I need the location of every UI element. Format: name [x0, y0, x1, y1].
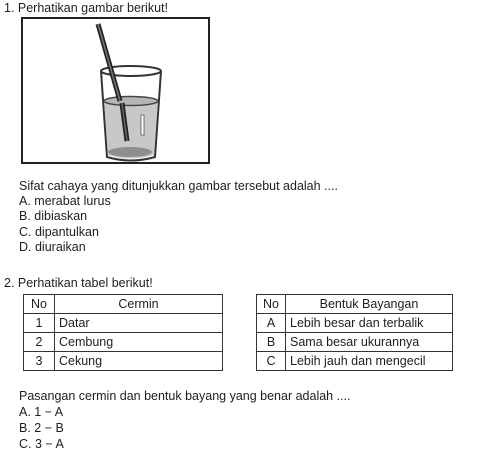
table-cell: 3 — [24, 352, 55, 371]
q2-option-b[interactable]: B. 2 − B — [19, 421, 64, 435]
table-cell: 2 — [24, 333, 55, 352]
table-row — [24, 352, 223, 371]
table-cell: Sama besar ukurannya — [286, 333, 453, 352]
table-cell: Lebih besar dan terbalik — [286, 314, 453, 333]
image-shape-table — [256, 294, 453, 371]
question-1-heading: 1. Perhatikan gambar berikut! — [4, 1, 168, 15]
table-cell: 1 — [24, 314, 55, 333]
table-cell: Cembung — [55, 333, 223, 352]
table-cell: Datar — [55, 314, 223, 333]
q1-option-b[interactable]: B. dibiaskan — [19, 209, 88, 223]
question-2-heading: 2. Perhatikan tabel berikut! — [4, 276, 153, 290]
table-cell: Lebih jauh dan mengecil — [286, 352, 453, 371]
table-row — [257, 352, 453, 371]
table-row — [257, 314, 453, 333]
q1-option-d[interactable]: D. diuraikan — [19, 240, 86, 254]
table-cell: A — [257, 314, 286, 333]
table-row — [24, 333, 223, 352]
table-cell: C — [257, 352, 286, 371]
q1-option-a[interactable]: A. merabat lurus — [19, 194, 111, 208]
table-cell: B — [257, 333, 286, 352]
question-2-text: Pasangan cermin dan bentuk bayang yang benar adalah .... — [19, 389, 351, 403]
question-1-text: Sifat cahaya yang ditunjukkan gambar tersebut adalah .... — [19, 179, 338, 193]
table-header-cell: Cermin — [55, 295, 223, 314]
table-header-cell: Bentuk Bayangan — [286, 295, 453, 314]
table-header-row — [24, 295, 223, 314]
table-header-cell: No — [24, 295, 55, 314]
glass-with-straw-figure — [21, 17, 210, 164]
table-row — [24, 314, 223, 333]
table-row — [257, 333, 453, 352]
mirror-table — [23, 294, 223, 371]
q1-option-c[interactable]: C. dipantulkan — [19, 225, 99, 239]
glass-with-straw-illustration — [23, 19, 208, 162]
table-header-row — [257, 295, 453, 314]
q2-option-a[interactable]: A. 1 − A — [19, 405, 64, 419]
q2-option-c[interactable]: C. 3 − A — [19, 437, 64, 451]
table-header-cell: No — [257, 295, 286, 314]
table-cell: Cekung — [55, 352, 223, 371]
